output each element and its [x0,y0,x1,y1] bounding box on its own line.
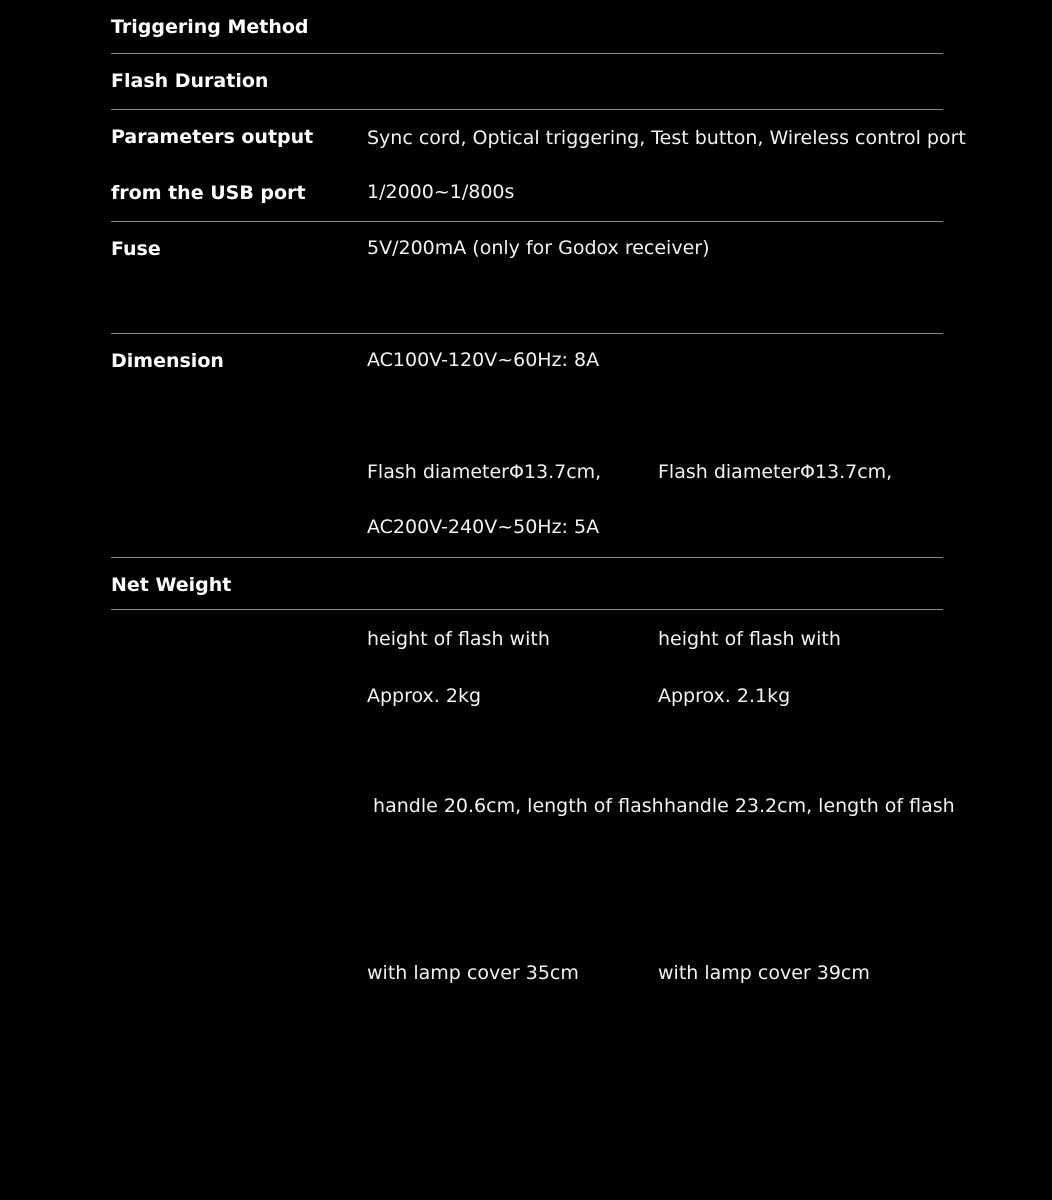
spec-value-line: with lamp cover 39cm [658,961,870,984]
spec-value-line: 5V/200mA (only for Godox receiver) [367,237,710,260]
spec-value [658,558,790,836]
spec-value-line: AC100V-120V~60Hz: 8A [367,349,600,372]
spec-label-line: Flash Duration [111,70,269,92]
spec-label [111,54,361,110]
spec-label-line: from the USB port [111,181,306,204]
spec-label [111,0,361,56]
spec-value-line: handle 23.2cm, length of flash [658,794,955,817]
spec-label-line: Fuse [111,238,161,260]
spec-value-line: AC200V-240V~50Hz: 5A [367,515,600,538]
spec-value-line: height of flash with [658,627,841,650]
spec-table [111,0,966,984]
spec-label [111,558,361,614]
spec-label-line: Net Weight [111,574,232,596]
spec-label [111,334,361,390]
spec-value-line: Approx. 2kg [367,685,482,708]
spec-value-line: Sync cord, Optical triggering, Test button, Wireless control port [367,127,966,150]
spec-value-line: Flash diameterΦ13.7cm, [658,461,893,484]
spec-value-line: Approx. 2.1kg [658,685,791,708]
spec-value-line: handle 20.6cm, length of flash [367,794,664,817]
spec-value-line: height of flash with [367,627,550,650]
spec-label [111,222,361,278]
spec-label [111,110,361,221]
spec-value-line: 1/2000~1/800s [367,181,515,204]
spec-value-line: with lamp cover 35cm [367,961,579,984]
spec-label-line: Parameters output [111,126,314,148]
spec-label-line: Dimension [111,350,224,372]
spec-value-line: Flash diameterΦ13.7cm, [367,461,602,484]
spec-value [367,558,481,836]
spec-label-line: Triggering Method [111,16,309,38]
